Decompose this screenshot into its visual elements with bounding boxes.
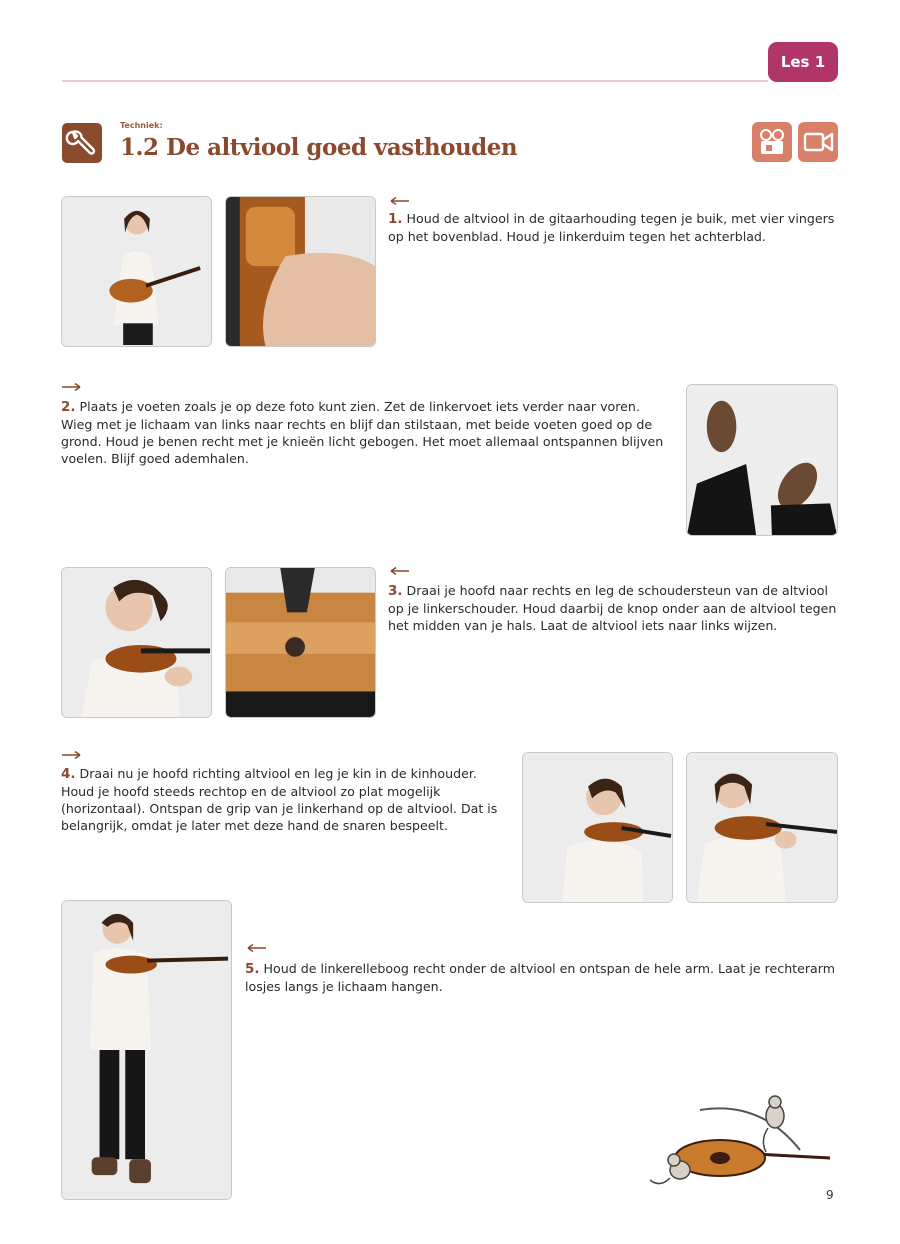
step-5-text [245,960,840,995]
cartoon-mice-violin [640,1080,840,1200]
section-title: 1.2 De altviool goed vasthouden [120,134,518,161]
step-1-body: Houd de altviool in de gitaarhouding tegen je buik, met vier vingers op het bovenblad. Houd je linkerduim tegen het achterblad. [388,211,835,244]
wrench-icon [62,123,102,163]
step-4-text [61,765,511,834]
step-3-text [388,582,838,634]
step-2-body: Plaats je voeten zoals je op deze foto kunt zien. Zet de linkervoet iets verder naar voren. Wieg met je lichaam van links naar rechts en blijf dan stilstaan, met beide voeten goed op de grond. Houd je benen recht met je knieën licht gebogen. Het moet allemaal ontspannen blijven voelen. Blijf goed ademhalen. [61,399,664,466]
header-rule [62,80,768,82]
photo-head-turned [61,567,212,718]
film-icon[interactable] [752,122,792,162]
step-1-number: 1. [388,211,403,227]
step-4-body: Draai nu je hoofd richting altviool en leg je kin in de kinhouder. Houd je hoofd steeds rechtop en de altviool zo plat mogelijk (horizontaal). Ontspan de grip van je linkerhand op de altviool. Dat is belangrijk, omdat je later met deze hand de snaren bespeelt. [61,766,498,833]
arrow-icon [245,943,267,953]
step-3-body: Draai je hoofd naar rechts en leg de schoudersteun van de altviool op je linkerschouder. Houd daarbij de knop onder aan de altviool tegen het midden van je hals. Laat de altviool iets naar links wijzen. [388,583,837,633]
step-3-number: 3. [388,583,403,599]
step-2-number: 2. [61,399,76,415]
photo-full-posture [61,900,232,1200]
page-number: 9 [826,1188,834,1202]
arrow-icon [388,196,410,206]
arrow-icon [388,566,410,576]
step-5-body: Houd de linkerelleboog recht onder de altviool en ontspan de hele arm. Laat je rechterarm losjes langs je lichaam hangen. [245,961,835,994]
photo-guitar-hold [61,196,212,347]
step-4-number: 4. [61,766,76,782]
step-5-number: 5. [245,961,260,977]
lesson-badge: Les 1 [768,42,838,82]
section-kicker: Techniek: [120,121,163,130]
photo-chin-front [686,752,838,903]
photo-thumb-on-back [225,196,376,347]
video-icon[interactable] [798,122,838,162]
arrow-icon [61,750,83,760]
step-2-text [61,398,673,467]
step-1-text [388,210,838,245]
photo-feet-position [686,384,838,536]
arrow-icon [61,382,83,392]
photo-chin-side [522,752,673,903]
photo-button-on-neck [225,567,376,718]
